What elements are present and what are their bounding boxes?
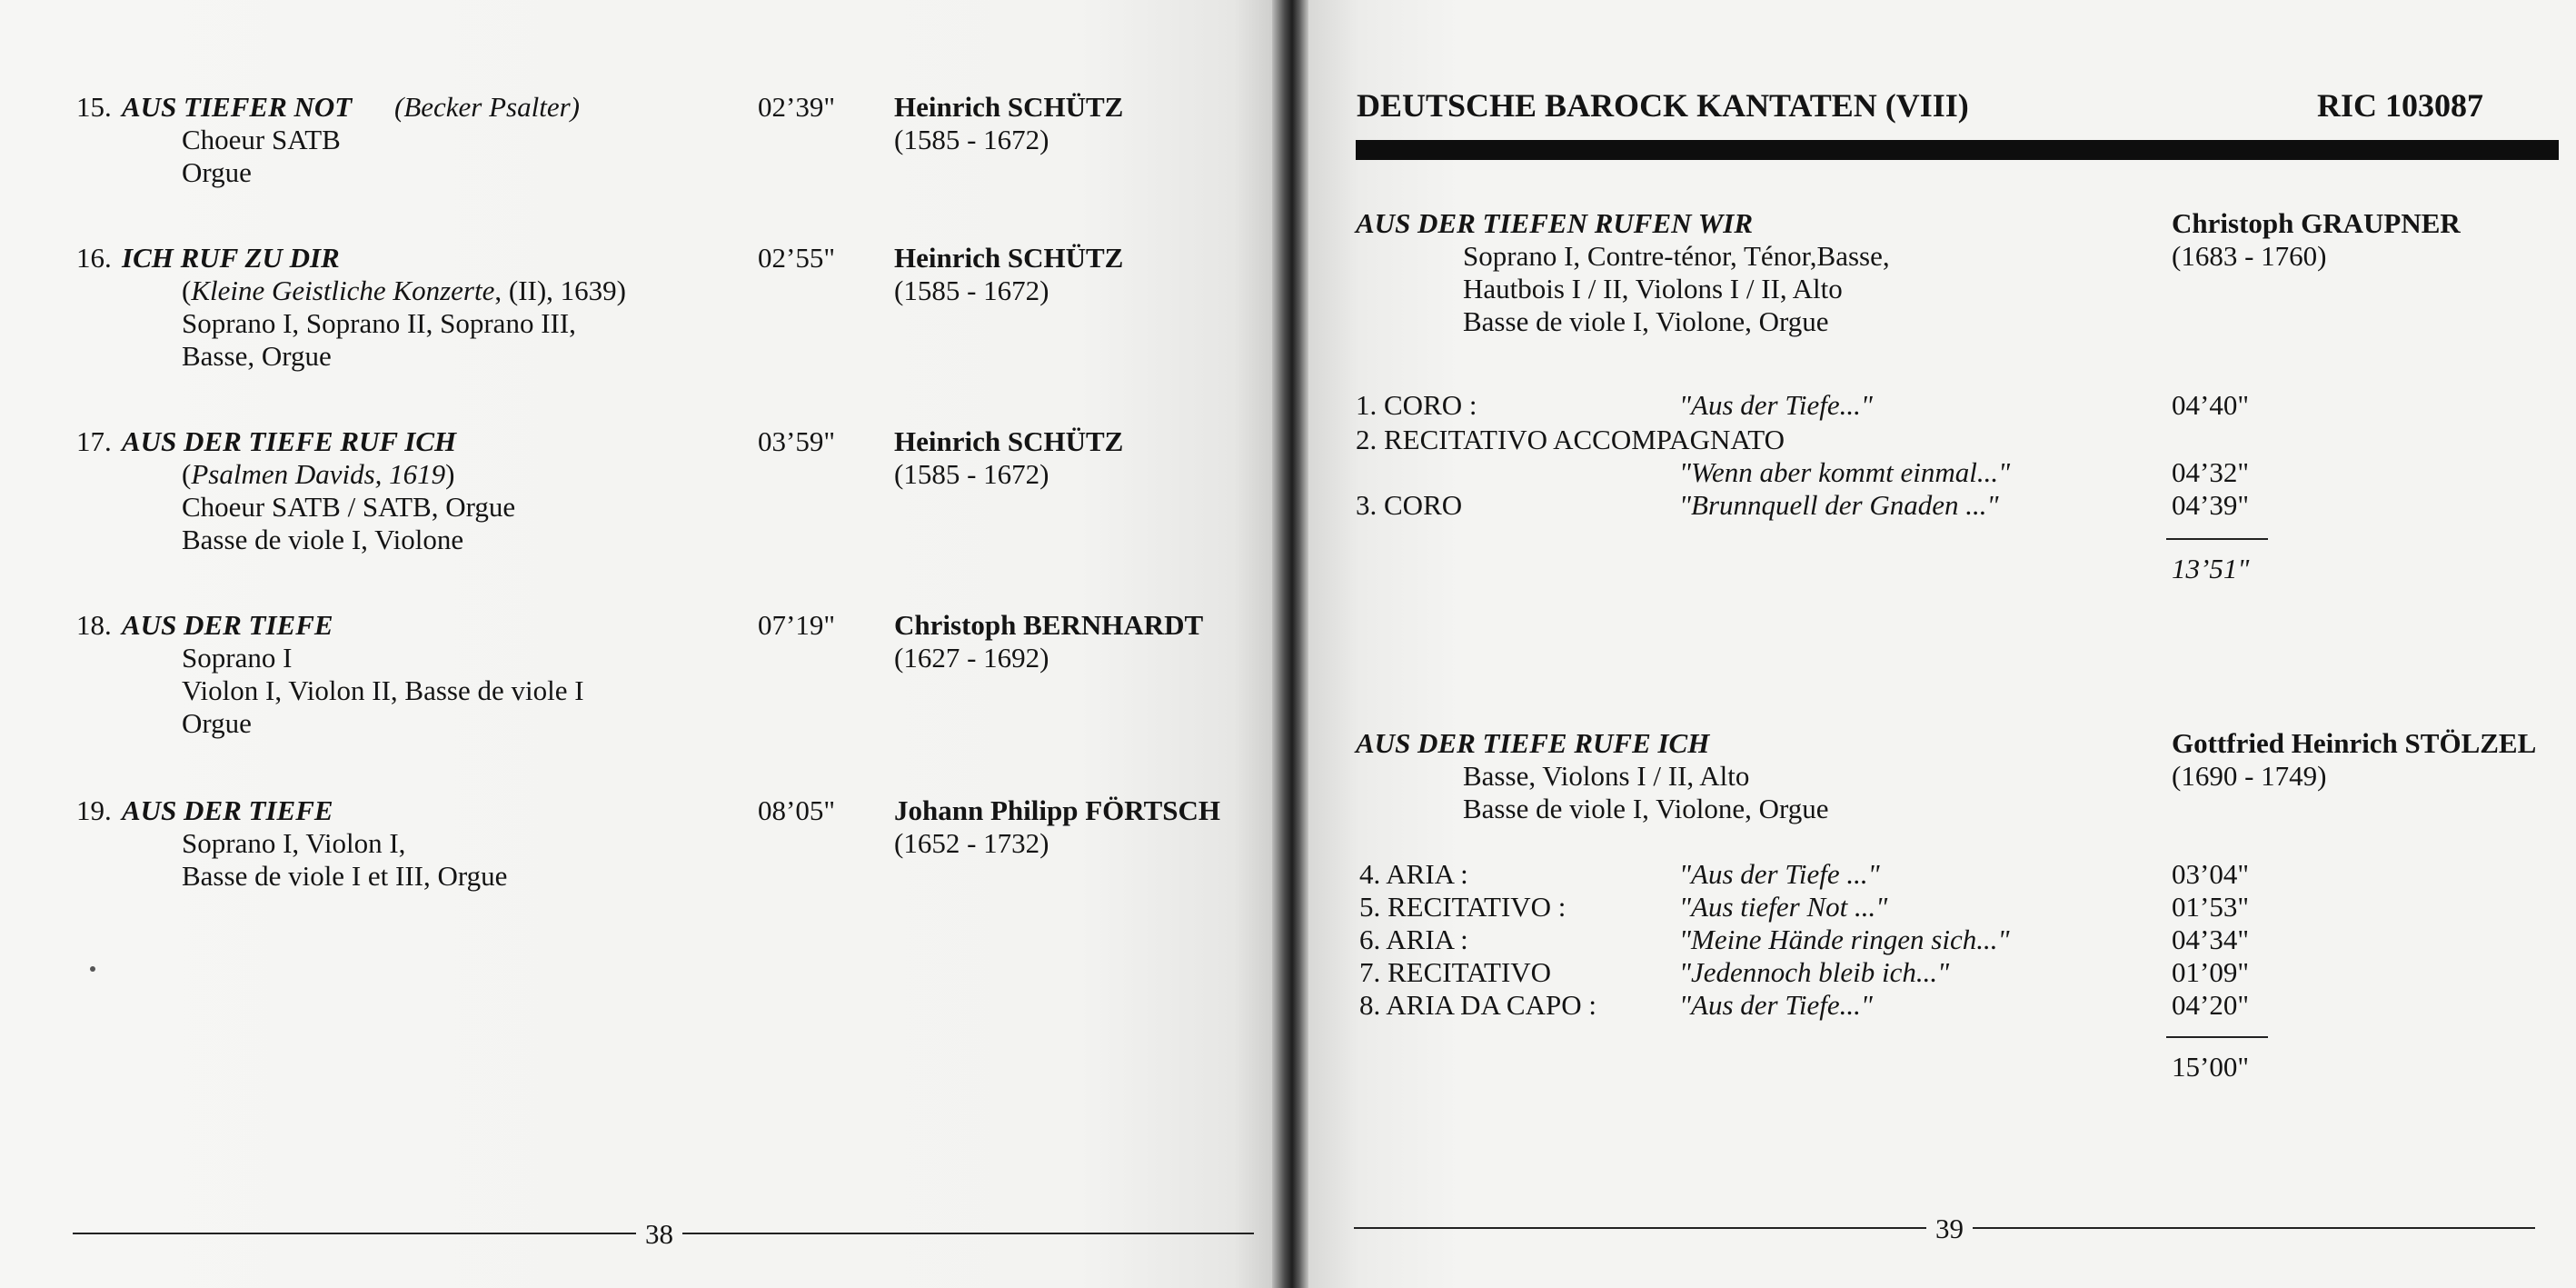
cantata-scoring: Hautbois I / II, Violons I / II, Alto [1463, 273, 1843, 305]
movement-duration: 04’39" [2172, 489, 2249, 521]
track-scoring: Choeur SATB / SATB, Orgue [182, 491, 516, 523]
header-catalog-code: RIC 103087 [2317, 87, 2484, 124]
track-composer: Heinrich SCHÜTZ [894, 425, 1124, 457]
movement-incipit: "Aus tiefer Not ..." [1679, 891, 1888, 923]
page-number: 39 [1926, 1213, 1973, 1245]
track-title: AUS DER TIEFE RUF ICH [122, 425, 457, 457]
movement-incipit: "Jedennoch bleib ich..." [1679, 956, 1950, 988]
cantata-composer: Christoph GRAUPNER [2172, 207, 2461, 239]
track-duration: 07’19" [758, 609, 835, 641]
track-scoring: Soprano I, Violon I, [182, 827, 406, 859]
composer-dates: (1690 - 1749) [2172, 760, 2327, 792]
track-duration: 02’39" [758, 91, 835, 123]
cantata-scoring: Basse de viole I, Violone, Orgue [1463, 305, 1829, 337]
total-rule [2166, 1036, 2268, 1038]
cantata-total: 13’51" [2172, 553, 2250, 584]
track-number: 18. [76, 609, 112, 641]
cantata-scoring: Basse, Violons I / II, Alto [1463, 760, 1750, 792]
composer-dates: (1652 - 1732) [894, 827, 1049, 859]
track-title: AUS TIEFER NOT [122, 91, 353, 123]
track-scoring: Basse de viole I et III, Orgue [182, 860, 508, 892]
track-duration: 03’59" [758, 425, 835, 457]
movement-duration: 04’20" [2172, 989, 2249, 1021]
movement-label: 2. RECITATIVO ACCOMPAGNATO [1356, 424, 1785, 455]
composer-dates: (1683 - 1760) [2172, 240, 2327, 272]
track-title: ICH RUF ZU DIR [122, 242, 340, 274]
movement-duration: 04’32" [2172, 456, 2249, 488]
movement-incipit: "Aus der Tiefe..." [1679, 989, 1873, 1021]
track-number: 19. [76, 794, 112, 826]
track-source: (Psalmen Davids, 1619) [182, 458, 455, 490]
track-duration: 08’05" [758, 794, 835, 826]
track-number: 15. [76, 91, 112, 123]
page-number: 38 [636, 1218, 682, 1251]
cantata-total: 15’00" [2172, 1051, 2249, 1083]
track-composer: Johann Philipp FÖRTSCH [894, 794, 1220, 826]
track-scoring: Soprano I [182, 642, 293, 674]
movement-duration: 04’34" [2172, 924, 2249, 955]
header-title: DEUTSCHE BAROCK KANTATEN (VIII) [1357, 87, 1969, 124]
track-title: AUS DER TIEFE [122, 609, 333, 641]
book-gutter [1272, 0, 1308, 1288]
cantata-title: AUS DER TIEFE RUFE ICH [1356, 727, 1710, 759]
track-scoring: Violon I, Violon II, Basse de viole I [182, 674, 584, 706]
track-number: 17. [76, 425, 112, 457]
composer-dates: (1585 - 1672) [894, 124, 1049, 155]
track-scoring: Basse de viole I, Violone [182, 524, 464, 555]
track-subtitle: (Becker Psalter) [394, 91, 580, 123]
movement-label: 5. RECITATIVO : [1359, 891, 1566, 923]
movement-incipit: "Brunnquell der Gnaden ..." [1679, 489, 1999, 521]
speck [90, 966, 95, 972]
track-composer: Heinrich SCHÜTZ [894, 91, 1124, 123]
movement-incipit: "Aus der Tiefe ..." [1679, 858, 1880, 890]
track-composer: Heinrich SCHÜTZ [894, 242, 1124, 274]
movement-incipit: "Wenn aber kommt einmal..." [1679, 456, 2011, 488]
total-rule [2166, 538, 2268, 540]
track-source: (Kleine Geistliche Konzerte, (II), 1639) [182, 275, 626, 306]
left-page [0, 0, 1272, 1288]
composer-dates: (1585 - 1672) [894, 275, 1049, 306]
cantata-scoring: Soprano I, Contre-ténor, Ténor,Basse, [1463, 240, 1890, 272]
movement-label: 4. ARIA : [1359, 858, 1468, 890]
track-composer: Christoph BERNHARDT [894, 609, 1204, 641]
movement-label: 8. ARIA DA CAPO : [1359, 989, 1596, 1021]
track-title: AUS DER TIEFE [122, 794, 333, 826]
movement-duration: 01’53" [2172, 891, 2249, 923]
track-scoring: Orgue [182, 156, 252, 188]
track-number: 16. [76, 242, 112, 274]
movement-duration: 04’40" [2172, 389, 2249, 421]
composer-dates: (1627 - 1692) [894, 642, 1049, 674]
cantata-scoring: Basse de viole I, Violone, Orgue [1463, 793, 1829, 824]
movement-duration: 01’09" [2172, 956, 2249, 988]
movement-duration: 03’04" [2172, 858, 2249, 890]
movement-label: 6. ARIA : [1359, 924, 1468, 955]
movement-label: 7. RECITATIVO [1359, 956, 1552, 988]
composer-dates: (1585 - 1672) [894, 458, 1049, 490]
track-scoring: Orgue [182, 707, 252, 739]
track-scoring: Basse, Orgue [182, 340, 332, 372]
track-scoring: Choeur SATB [182, 124, 341, 155]
movement-incipit: "Meine Hände ringen sich..." [1679, 924, 2010, 955]
track-scoring: Soprano I, Soprano II, Soprano III, [182, 307, 576, 339]
cantata-composer: Gottfried Heinrich STÖLZEL [2172, 727, 2537, 759]
cantata-title: AUS DER TIEFEN RUFEN WIR [1356, 207, 1754, 239]
movement-label: 3. CORO [1356, 489, 1463, 521]
right-page [1308, 0, 2576, 1288]
movement-incipit: "Aus der Tiefe..." [1679, 389, 1873, 421]
header-bar [1356, 140, 2559, 160]
movement-label: 1. CORO : [1356, 389, 1477, 421]
track-duration: 02’55" [758, 242, 835, 274]
